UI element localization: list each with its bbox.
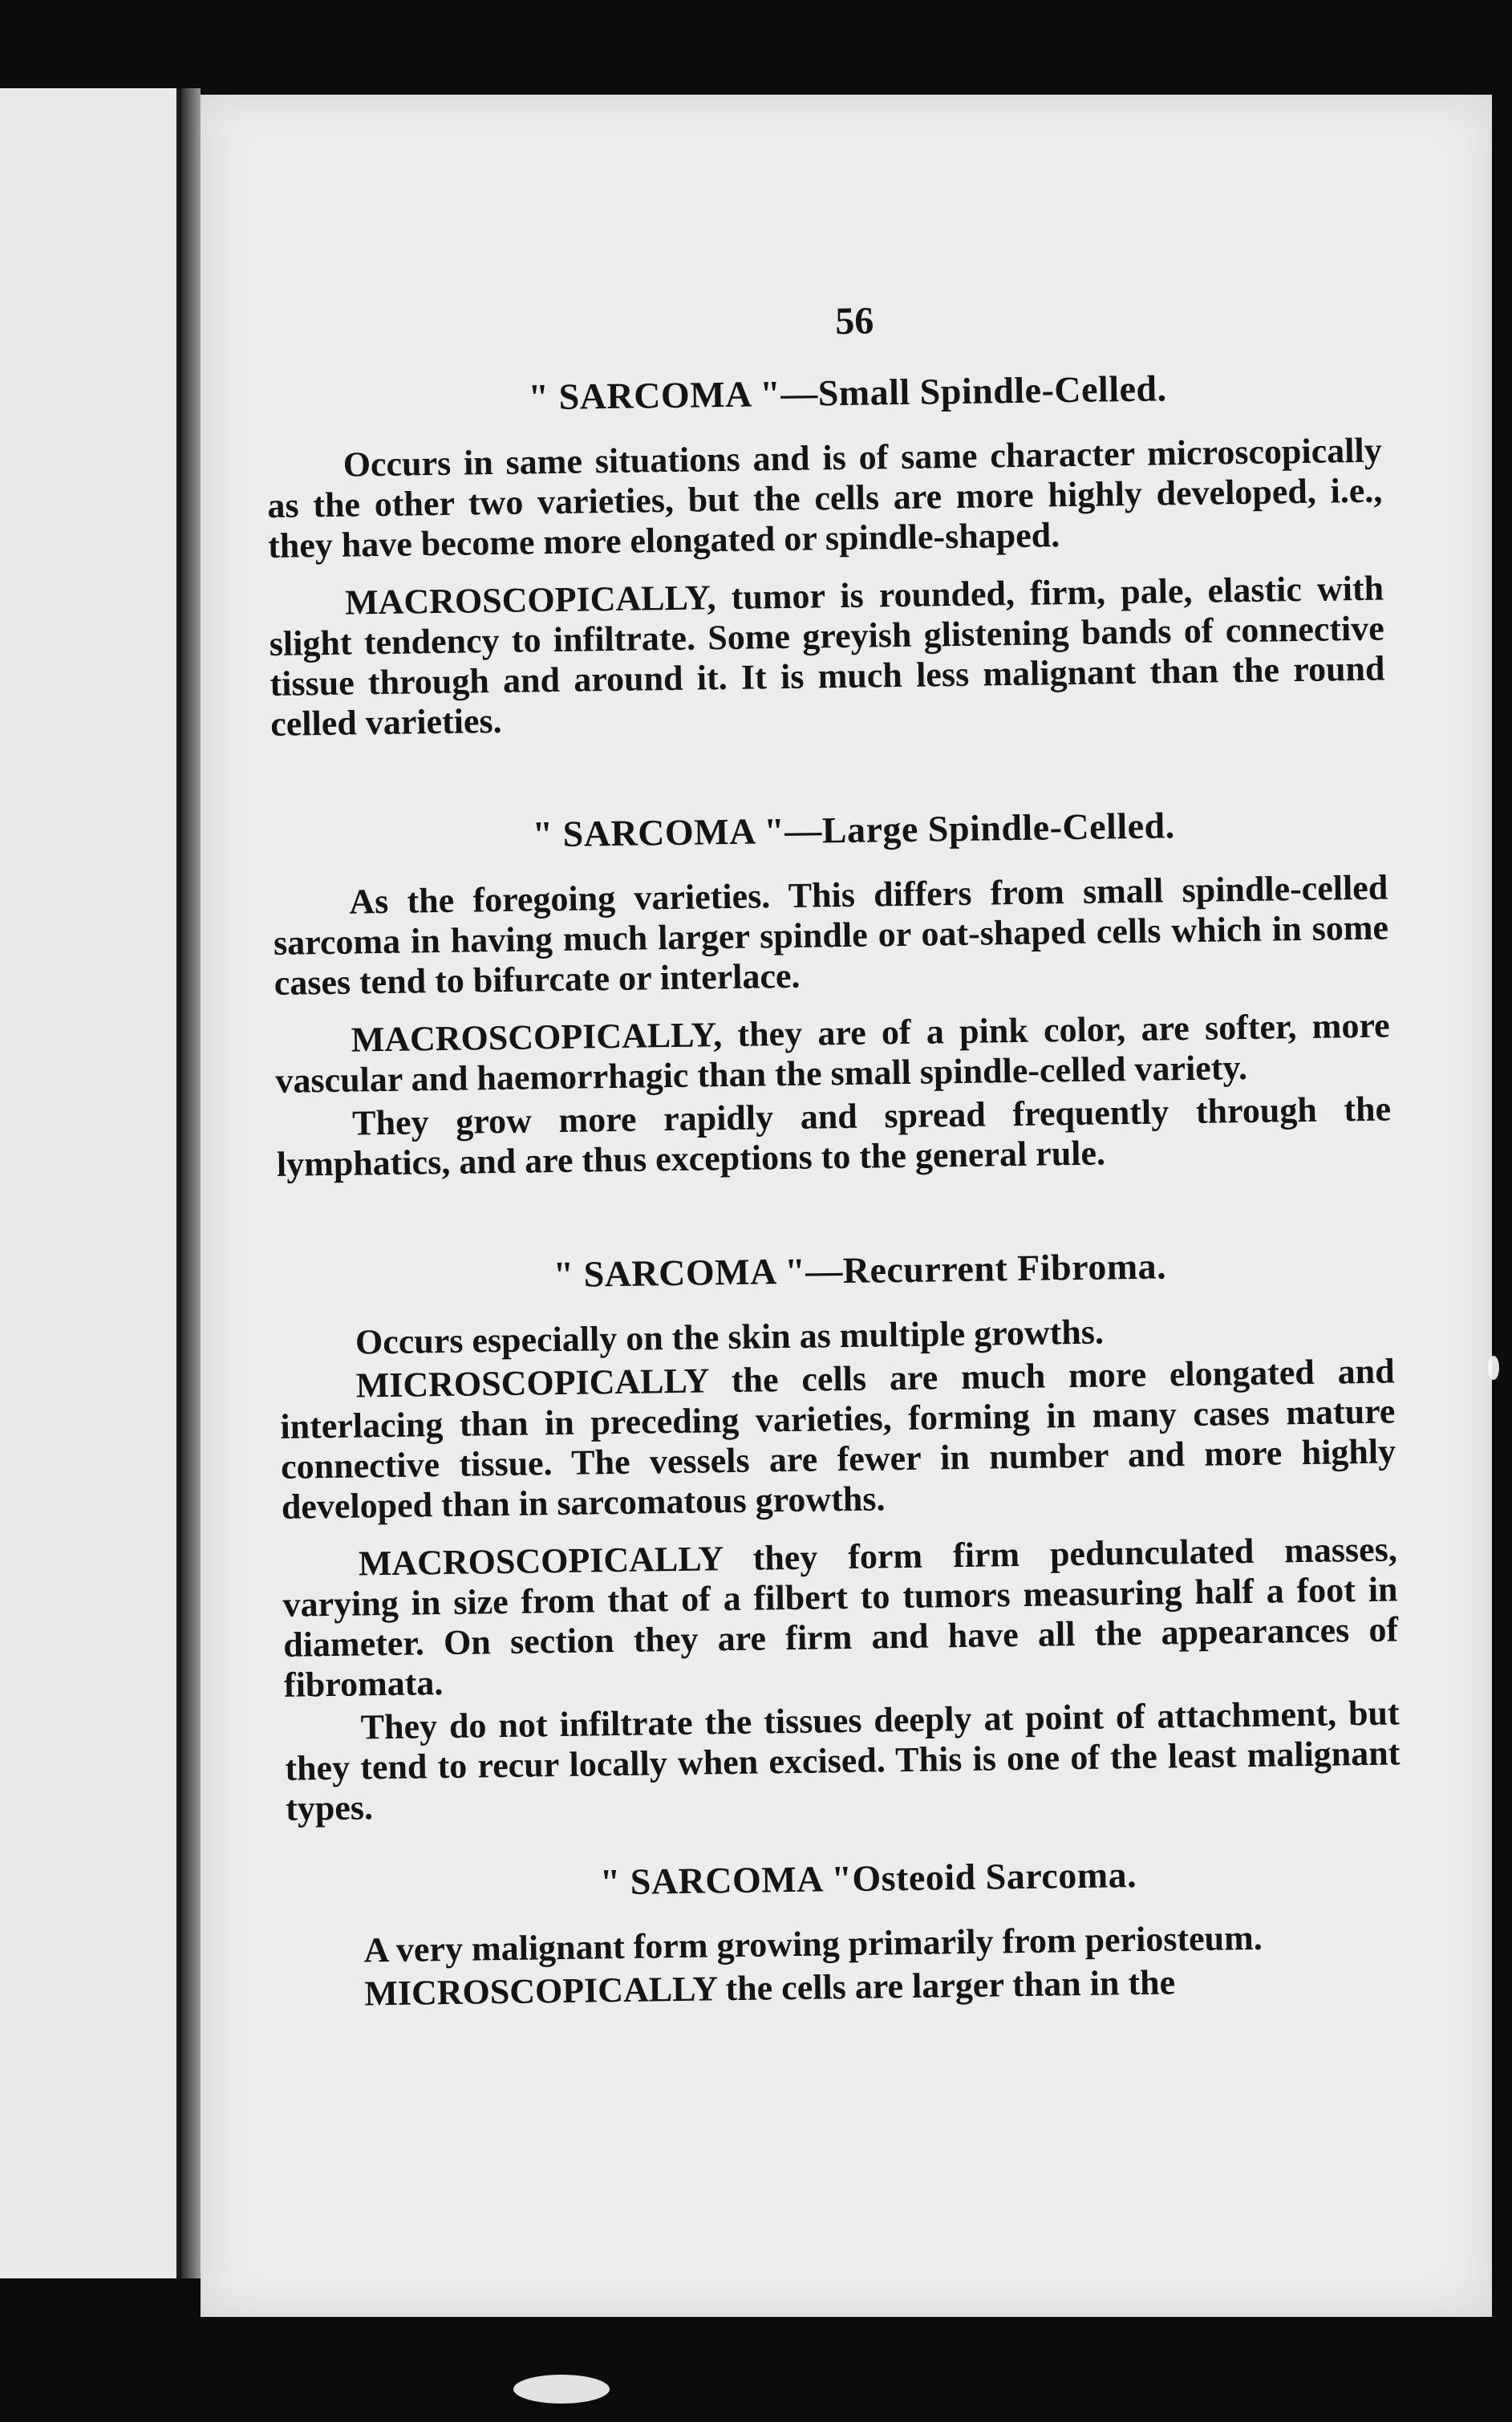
section-small-spindle-celled bbox=[266, 364, 1385, 744]
paragraph: Occurs in same situations and is of same character microscopically as the other two varieties, but the cells are more highly developed, i.e., they have become more elongated or spindle-shaped. bbox=[267, 430, 1383, 566]
scan-artifact bbox=[1488, 1356, 1499, 1380]
section-osteoid-sarcoma bbox=[286, 1849, 1403, 2014]
section-recurrent-fibroma bbox=[278, 1241, 1401, 1828]
section-large-spindle-celled bbox=[272, 801, 1392, 1185]
section-heading: " SARCOMA "—Large Spindle-Celled. bbox=[532, 805, 1175, 855]
paragraph: As the foregoing varieties. This differs from small spindle-celled sarcoma in having much larger spindle or oat-shaped cells which in some cases tend to bifurcate or interlace. bbox=[273, 867, 1389, 1003]
paragraph: MACROSCOPICALLY they form firm pedunculated masses, varying in size from that of a filbert to tumors measuring half a foot in diameter. On section they are firm and have all the appearances of fibromata. bbox=[282, 1529, 1399, 1705]
book-spine bbox=[181, 88, 201, 2278]
paragraph: They grow more rapidly and spread frequently through the lymphatics, and are thus exceptions to the general rule. bbox=[276, 1089, 1392, 1184]
section-heading: " SARCOMA "—Recurrent Fibroma. bbox=[553, 1245, 1167, 1296]
section-heading: " SARCOMA "Osteoid Sarcoma. bbox=[599, 1854, 1137, 1903]
paragraph: Occurs especially on the skin as multiple growths. bbox=[355, 1312, 1105, 1362]
paragraph: MACROSCOPICALLY, they are of a pink color, are softer, more vascular and haemorrhagic than the small spindle-celled variety. bbox=[275, 1005, 1390, 1101]
scan-artifact bbox=[513, 2375, 610, 2404]
paragraph: MACROSCOPICALLY, tumor is rounded, firm, pale, elastic with slight tendency to infiltrate. Some greyish glistening bands of connective tissue through and around it. It is much less malignant than the round celled varieties. bbox=[269, 568, 1385, 744]
document-page bbox=[201, 95, 1492, 2317]
paragraph: MICROSCOPICALLY the cells are much more elongated and interlacing than in preceding varieties, forming in many cases mature connective tissue. The vessels are fewer in number and more highly developed than in sarcomatous growths. bbox=[280, 1351, 1396, 1527]
paragraph: They do not infiltrate the tissues deeply at point of attachment, but they tend to recur locally when excised. This is one of the least malignant types. bbox=[285, 1693, 1401, 1828]
facing-page-edge bbox=[0, 88, 181, 2278]
paragraph: A very malignant form growing primarily from periosteum. bbox=[363, 1917, 1263, 1970]
paragraph: MICROSCOPICALLY the cells are larger than in the bbox=[364, 1962, 1176, 2014]
page-number: 56 bbox=[834, 299, 874, 343]
section-heading: " SARCOMA "—Small Spindle-Celled. bbox=[528, 367, 1167, 418]
page-text bbox=[265, 292, 1404, 2033]
